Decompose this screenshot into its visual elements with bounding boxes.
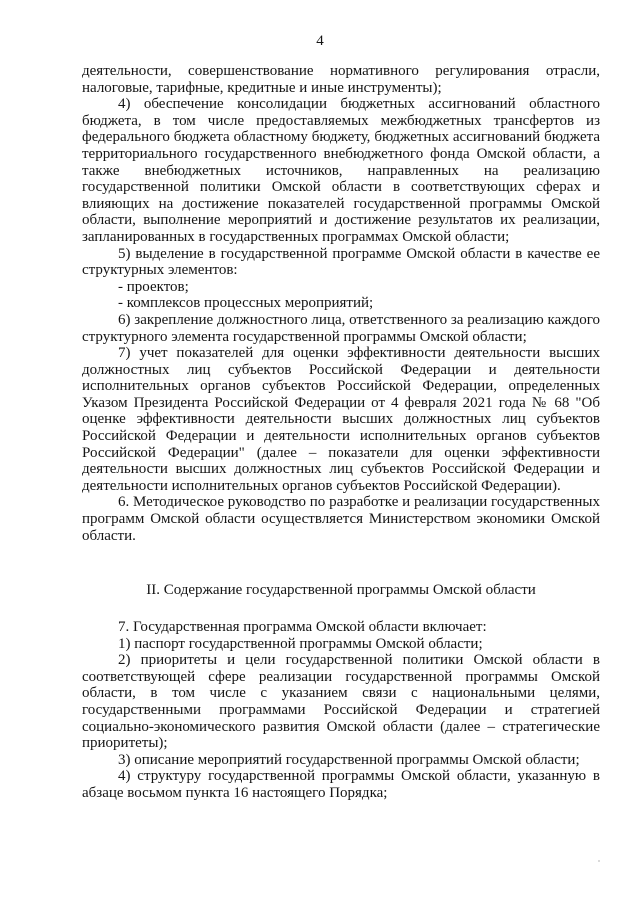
paragraph-dash-projects: - проектов; — [118, 278, 189, 295]
paragraph-point-7: 7. Государственная программа Омской области включает: — [118, 619, 487, 635]
scan-speck — [598, 860, 600, 862]
paragraph-item-6: 6) закрепление должностного лица, ответственного за реализацию каждого структурного элемента государственной программы Омской области; — [82, 311, 600, 345]
body-text-bottom — [82, 619, 600, 802]
paragraph-point-6: 6. Методическое руководство по разработке и реализации государственных программ Омской области осуществляется Министерством экономики Омской области. — [82, 494, 600, 544]
section-heading: II. Содержание государственной программы Омской области — [146, 582, 536, 598]
body-text-top — [82, 63, 600, 544]
paragraph-item-4: 4) обеспечение консолидации бюджетных ассигнований областного бюджета, в том числе предоставляемых межбюджетных трансфертов из федерального бюджета областному бюджету, бюджетных ассигнований бюджета территориального государственного внебюджетного фонда Омской области, а также внебюджетных источников, направленных на реализацию государственной политики Омской области в соответствующих сферах и влияющих на достижение показателей государственной программы Омской области, выполнение мероприятий и достижение результатов их реализации, запланированных в государственных программах Омской области; — [82, 96, 600, 245]
paragraph-dash-process: - комплексов процессных мероприятий; — [118, 295, 374, 312]
paragraph-sub-3: 3) описание мероприятий государственной программы Омской области; — [118, 751, 580, 768]
paragraph-item-7: 7) учет показателей для оценки эффективности деятельности высших должностных лиц субъектов Российской Федерации и деятельности исполнительных органов субъектов Российской Федерации, определенных Указом Президента Российской Федерации от 4 февраля 2021 года № 68 "Об оценке эффективности деятельности высших должностных лиц субъектов Российской Федерации и деятельности исполнительных органов субъектов Российской Федерации" (далее – показатели для оценки эффективности деятельности высших должностных лиц субъектов Российской Федерации и деятельности исполнительных органов субъектов Российской Федерации). — [82, 345, 600, 494]
paragraph-continuation: деятельности, совершенствование нормативного регулирования отрасли, налоговые, тарифные, кредитные и иные инструменты); — [82, 63, 600, 96]
page-number: 4 — [316, 33, 324, 49]
paragraph-sub-4: 4) структуру государственной программы Омской области, указанную в абзаце восьмом пункта 16 настоящего Порядка; — [82, 768, 600, 801]
paragraph-sub-2: 2) приоритеты и цели государственной политики Омской области в соответствующей сфере реализации государственной программы Омской области, в том числе с указанием связи с национальными целями, государственными программами Российской Федерации и стратегией социально-экономического развития Омской области (далее – стратегические приоритеты); — [82, 652, 600, 752]
paragraph-item-5: 5) выделение в государственной программе Омской области в качестве ее структурных элементов: — [82, 245, 600, 279]
paragraph-sub-1: 1) паспорт государственной программы Омской области; — [118, 635, 483, 652]
